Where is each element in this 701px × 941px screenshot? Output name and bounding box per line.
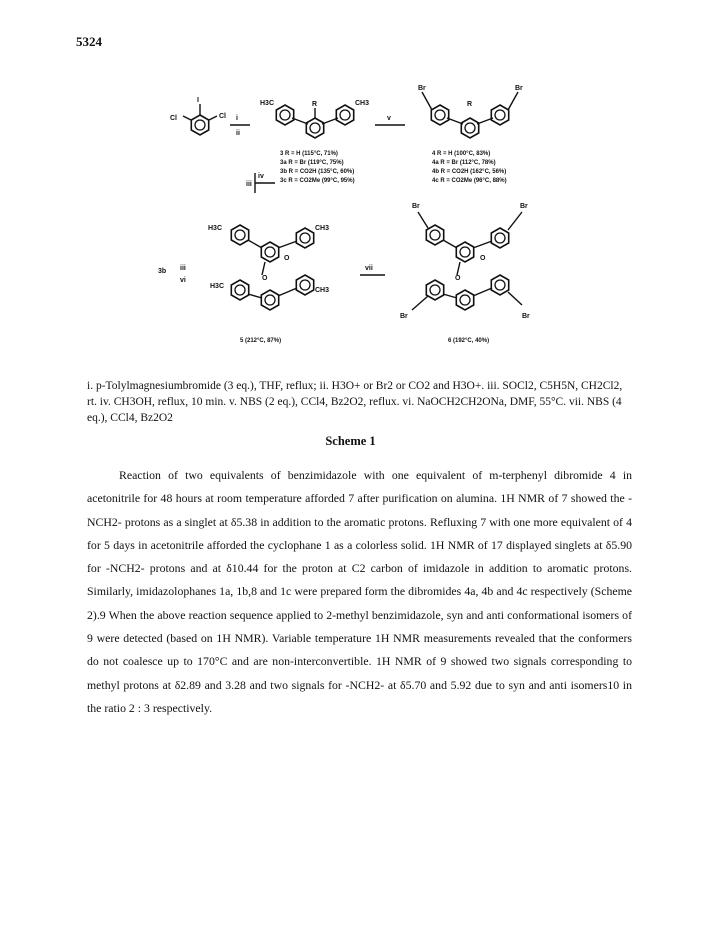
atom-cl-1: Cl (170, 115, 177, 122)
arrow-vii-label: vii (365, 265, 373, 272)
atom-h3c-1: H3C (260, 100, 275, 107)
compound-4b-label: 4b R = CO2H (162°C, 56%) (432, 169, 507, 175)
atom-o-4: O (455, 275, 461, 282)
reaction-scheme (150, 80, 570, 360)
atom-o-2: O (262, 275, 268, 282)
atom-h3c-3: H3C (210, 283, 225, 290)
atom-br-4: Br (520, 203, 528, 210)
atom-ch3-2: CH3 (315, 225, 330, 232)
atom-br-6: Br (522, 313, 530, 320)
arrow-vi-label: vi (180, 277, 186, 284)
start-3b-label: 3b (158, 268, 167, 275)
atom-cl-2: Cl (219, 113, 226, 120)
compound-3b-label: 3b R = CO2H (135°C, 60%) (280, 169, 355, 175)
arrow-i-label: i (236, 115, 238, 122)
atom-br-3: Br (412, 203, 420, 210)
atom-r-1: R (312, 101, 318, 108)
atom-br-5: Br (400, 313, 408, 320)
atom-i: I (197, 97, 199, 104)
scheme-svg (150, 80, 570, 360)
atom-ch3-1: CH3 (355, 100, 370, 107)
atom-r-2: R (467, 101, 473, 108)
atom-br-1: Br (418, 85, 426, 92)
atom-br-2: Br (515, 85, 523, 92)
body-text (87, 464, 632, 720)
compound-4-label: 4 R = H (100°C, 83%) (432, 151, 491, 157)
start-ring (191, 115, 208, 135)
atom-o-3: O (480, 255, 486, 262)
reaction-conditions: i. p-Tolylmagnesiumbromide (3 eq.), THF, reflux; ii. H3O+ or Br2 or CO2 and H3O+. iii. SOCl2, C5H5N, CH2Cl2, rt. iv. CH3OH, reflux, 10 min. v. NBS (2 eq.), CCl4, Bz2O2, reflux. vi. NaOCH2CH2ONa, DMF, 55°C. vii. NBS (4 eq.), CCl4, Bz2O2 (87, 380, 623, 424)
compound-3a-label: 3a R = Br (119°C, 75%) (280, 160, 344, 166)
atom-h3c-2: H3C (208, 225, 223, 232)
arrow-v-label: v (387, 115, 391, 122)
arrow-iv-label: iv (258, 173, 264, 180)
scheme-caption: Scheme 1 (325, 434, 376, 448)
compound-4a-label: 4a R = Br (112°C, 78%) (432, 160, 496, 166)
compound-3c-label: 3c R = CO2Me (99°C, 95%) (280, 178, 355, 184)
atom-ch3-3: CH3 (315, 287, 330, 294)
paragraph: Reaction of two equivalents of benzimidazole with one equivalent of m-terphenyl dibromide 4 in acetonitrile for 48 hours at room temperature afforded 7 after purification on alumina. 1H NMR of 7 showed the -NCH2- protons as a singlet at δ5.38 in addition to the aromatic protons. Refluxing 7 with one more equivalent of 4 for 5 days in acetonitrile afforded the cyclophane 1 as a colorless solid. 1H NMR of 17 displayed singlets at δ5.90 for -NCH2- protons and at δ10.44 for the proton at C2 carbon of imidazole in addition to aromatic protons. Similarly, imidazolophanes 1a, 1b,8 and 1c were prepared form the dibromides 4a, 4b and 4c respectively (Scheme 2).9 When the above reaction sequence applied to 2-methyl benzimidazole, syn and anti conformational isomers of 9 were detected (based on 1H NMR). Variable temperature 1H NMR measurements revealed that the conformers do not coalesce up to 170°C and are non-interconvertible. 1H NMR of 9 showed two signals corresponding to methyl protons at δ2.89 and 3.28 and two signals for -NCH2- at δ5.70 and 5.92 due to syn and anti isomers10 in the ratio 2 : 3 respectively. (87, 468, 632, 715)
compound-4c-label: 4c R = CO2Me (96°C, 88%) (432, 178, 507, 184)
page-number: 5324 (76, 34, 102, 49)
compound-3-label: 3 R = H (115°C, 71%) (280, 151, 338, 157)
arrow-iii-label: iii (246, 181, 252, 188)
arrow-ii-label: ii (236, 130, 240, 137)
compound-6-label: 6 (192°C, 40%) (448, 338, 490, 344)
atom-o-1: O (284, 255, 290, 262)
arrow-iii-b-label: iii (180, 265, 186, 272)
compound-5-label: 5 (212°C, 87%) (240, 338, 282, 344)
